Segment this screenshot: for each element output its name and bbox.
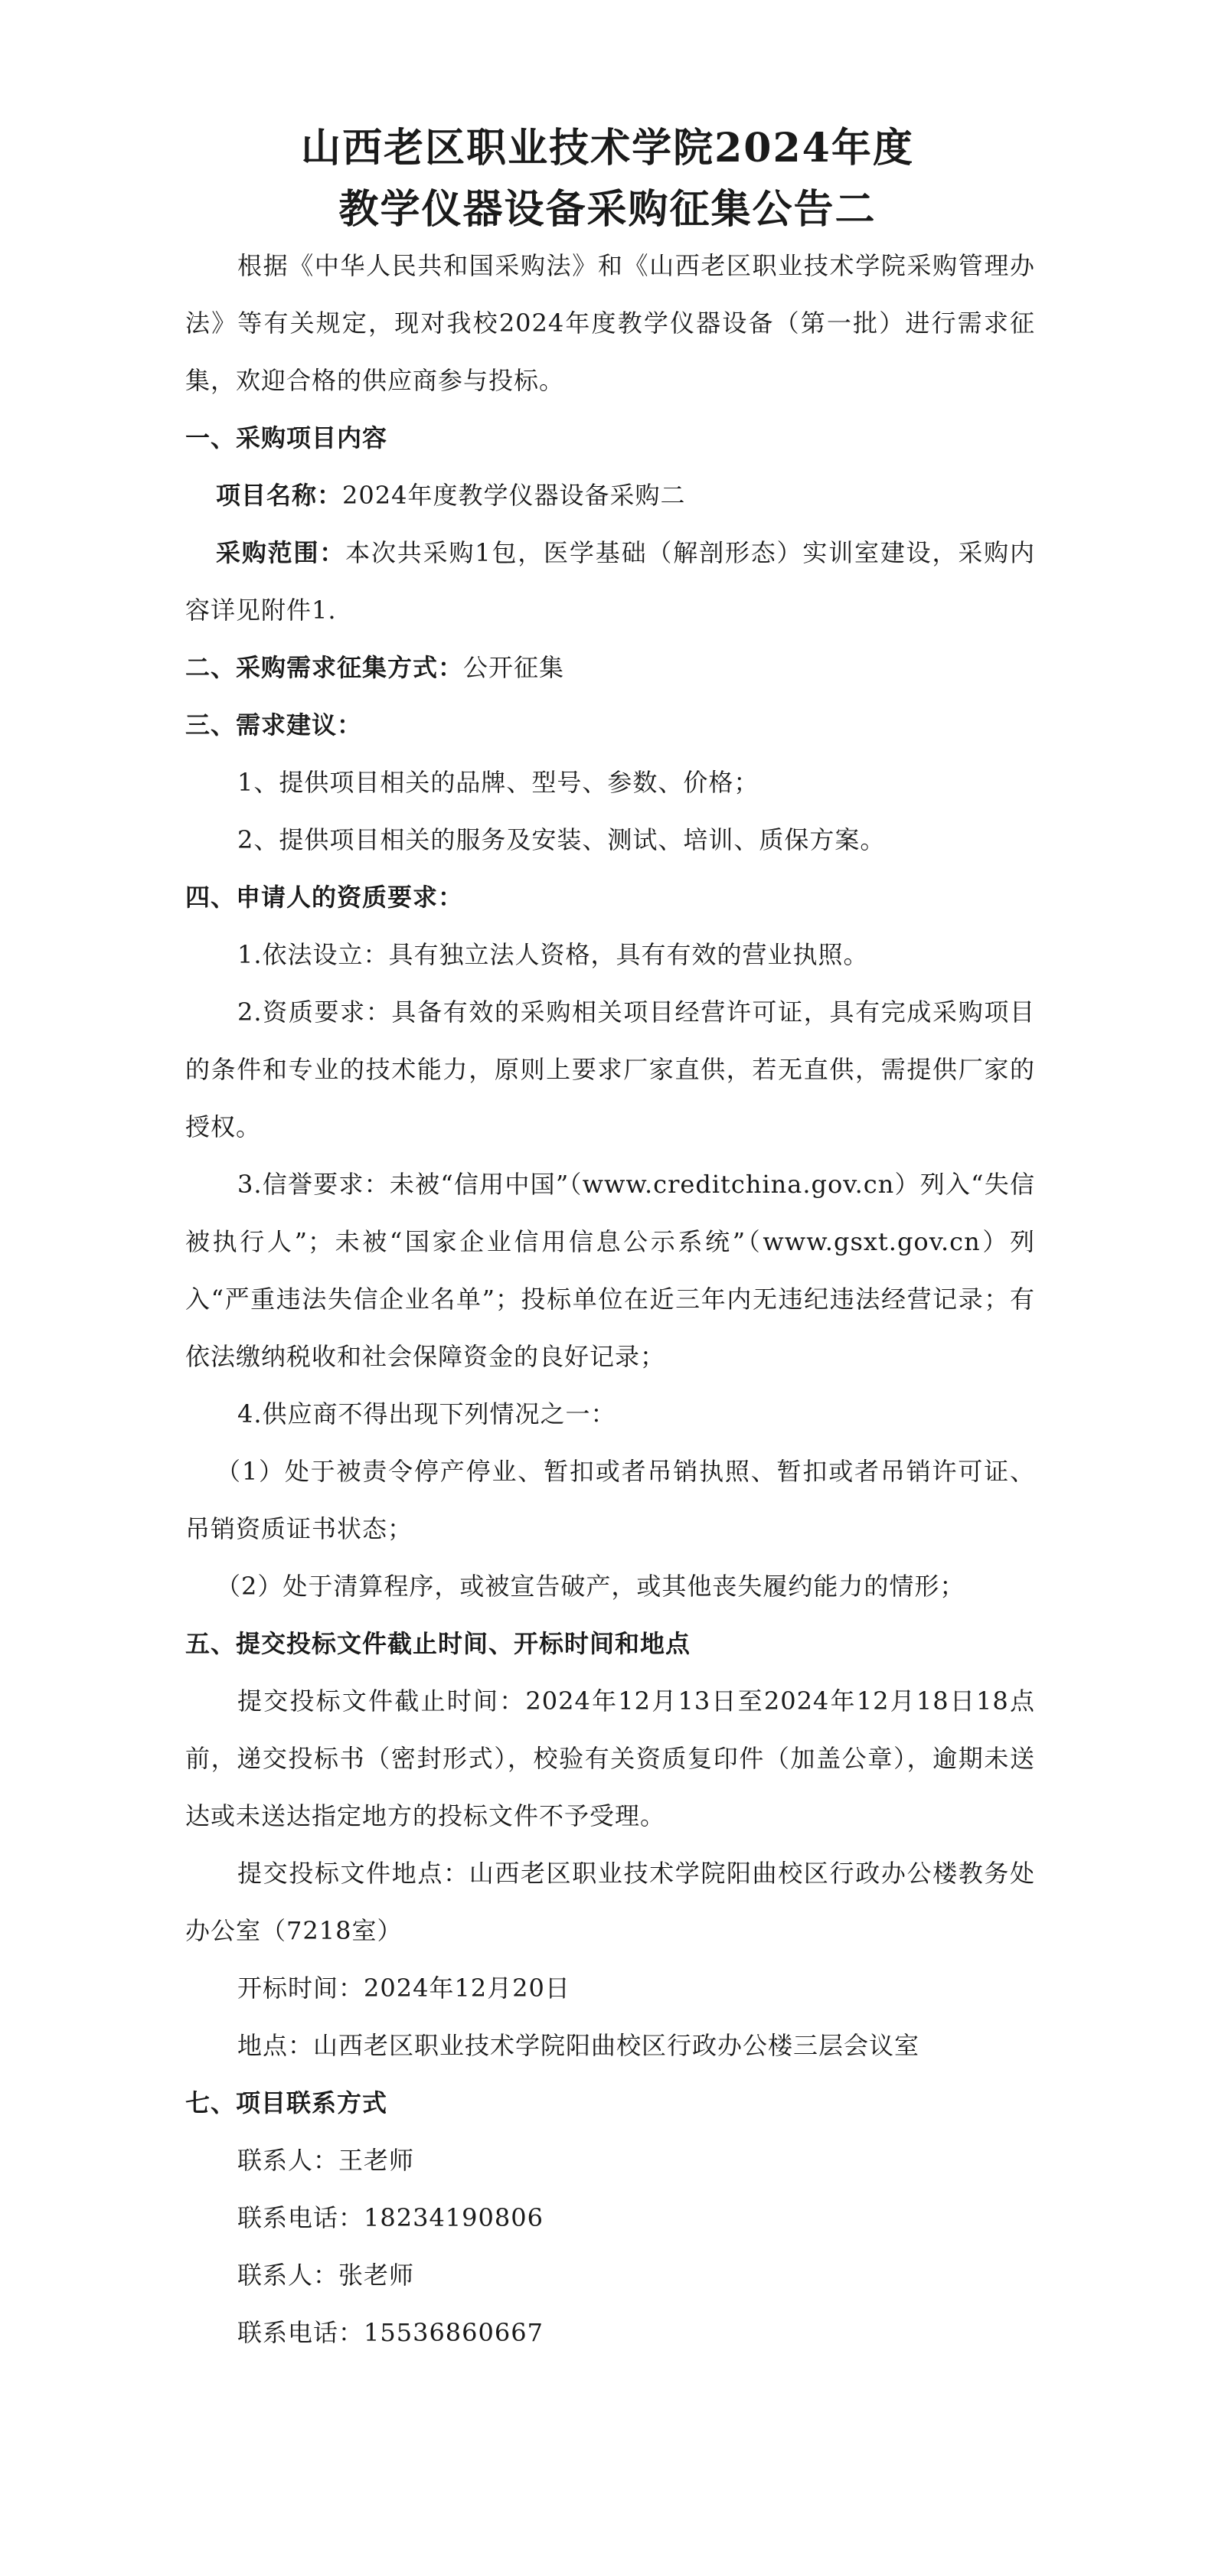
contact-person-1: 联系人：王老师: [237, 2146, 415, 2175]
suggestion-item-2: 2、提供项目相关的服务及安装、测试、培训、质保方案。: [237, 825, 886, 854]
project-name: [185, 467, 1035, 524]
submission-deadline: 提交投标文件截止时间：2024年12月13日至2024年12月18日18点前，递交投标书（密封形式），校验有关资质复印件（加盖公章），逾期未送达或未送达指定地方的投标文件不予受理。: [185, 1686, 1035, 1830]
project-name-label: 项目名称：: [216, 481, 343, 510]
section-heading-1: 一、采购项目内容: [185, 423, 388, 452]
section-heading-5: 五、提交投标文件截止时间、开标时间和地点: [185, 1629, 691, 1658]
section-heading-2-label: 二、采购需求征集方式：: [185, 653, 464, 682]
submission-location: 提交投标文件地点：山西老区职业技术学院阳曲校区行政办公楼教务处办公室（7218室）: [185, 1859, 1035, 1945]
collection-method-value: 公开征集: [463, 653, 565, 682]
document-body: [185, 237, 1035, 2362]
bid-opening-place: 地点：山西老区职业技术学院阳曲校区行政办公楼三层会议室: [237, 2031, 920, 2060]
qualification-sub-1: （1）处于被责令停产停业、暂扣或者吊销执照、暂扣或者吊销许可证、吊销资质证书状态；: [185, 1457, 1035, 1543]
qualification-item-2: 2.资质要求：具备有效的采购相关项目经营许可证，具有完成采购项目的条件和专业的技术能力，原则上要求厂家直供，若无直供，需提供厂家的授权。: [185, 997, 1035, 1141]
section-heading-3: 三、需求建议：: [185, 710, 363, 739]
qualification-item-1: 1.依法设立：具有独立法人资格，具有有效的营业执照。: [237, 940, 869, 969]
intro-paragraph: 根据《中华人民共和国采购法》和《山西老区职业技术学院采购管理办法》等有关规定，现对我校2024年度教学仪器设备（第一批）进行需求征集，欢迎合格的供应商参与投标。: [185, 251, 1035, 395]
section-heading-2: [185, 639, 1035, 697]
page-title-line2: 教学仪器设备采购征集公告二: [338, 186, 877, 233]
project-name-value: 2024年度教学仪器设备采购二: [342, 481, 686, 510]
contact-phone-2: 联系电话：15536860667: [237, 2318, 544, 2347]
section-heading-4: 四、申请人的资质要求：: [185, 883, 464, 912]
qualification-item-4: 4.供应商不得出现下列情况之一：: [237, 1399, 616, 1428]
qualification-item-3: 3.信誉要求：未被“信用中国”（www.creditchina.gov.cn）列入“失信被执行人”；未被“国家企业信用信息公示系统”（www.gsxt.gov.cn）列入“严重违法失信企业名单”；投标单位在近三年内无违纪违法经营记录；有依法缴纳税收和社会保障资金的良好记录；: [185, 1170, 1035, 1371]
contact-phone-1: 联系电话：18234190806: [237, 2203, 544, 2232]
contact-person-2: 联系人：张老师: [237, 2261, 415, 2290]
procurement-scope: [185, 524, 1035, 639]
suggestion-item-1: 1、提供项目相关的品牌、型号、参数、价格；: [237, 768, 759, 797]
procurement-scope-label: 采购范围：: [216, 538, 346, 567]
page-title-line1: 山西老区职业技术学院2024年度: [301, 125, 914, 171]
section-heading-7: 七、项目联系方式: [185, 2088, 388, 2117]
qualification-sub-2: （2）处于清算程序，或被宣告破产，或其他丧失履约能力的情形；: [216, 1572, 965, 1601]
procurement-scope-value: 本次共采购1包，医学基础（解剖形态）实训室建设，采购内容详见附件1.: [185, 538, 1035, 625]
bid-opening-time: 开标时间：2024年12月20日: [237, 1974, 570, 2003]
